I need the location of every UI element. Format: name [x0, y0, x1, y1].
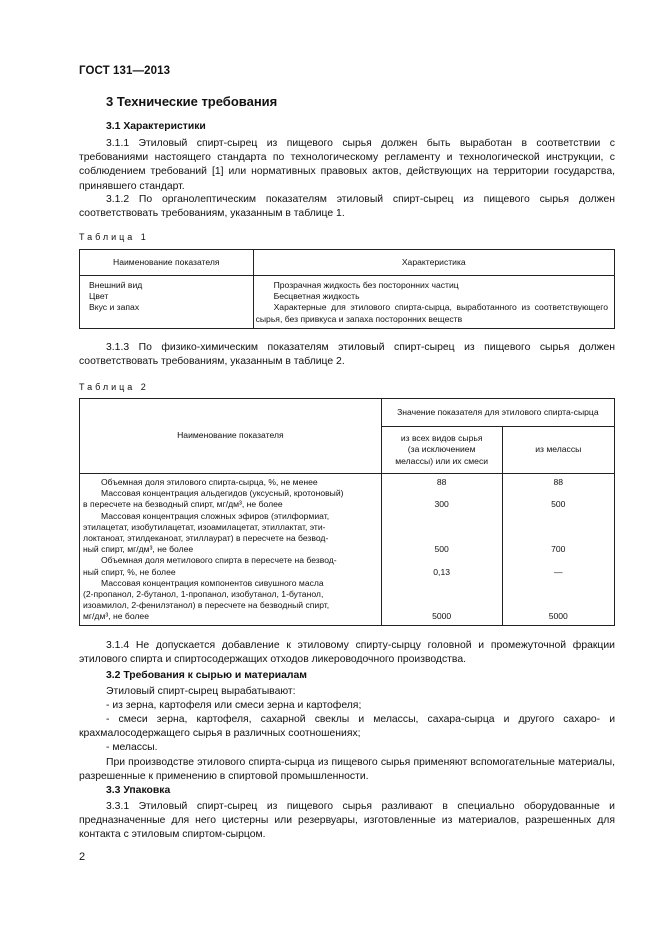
standard-code: ГОСТ 131—2013	[79, 65, 171, 77]
table-value: —	[553, 566, 563, 577]
table-2-molasses-values	[502, 474, 614, 626]
table-value: 5000	[548, 611, 568, 622]
table-row-value: Характерные для этилового спирта-сырца, выработанного из соответствующего сырья, без привкуса и запаха посторонних веществ	[255, 302, 608, 324]
paragraph-3-1-4: 3.1.4 Не допускается добавление к этиловому спирту-сырцу головной и промежуточной фракции этилового спирта и спиртосодержащих отходов ликероводочного производства.	[79, 640, 615, 666]
table-row-name: Вкус и запах	[89, 302, 140, 313]
table-row-value: Бесцветная жидкость	[273, 291, 360, 302]
table-row-name: этилацетат, изобутилацетат, изоамилацетат, этиллактат, эти-	[83, 521, 326, 532]
table-1-header-name: Наименование показателя	[80, 250, 254, 276]
paragraph-3-2-intro: Этиловый спирт-сырец вырабатывают:	[106, 686, 296, 697]
table-value: 0,13	[433, 566, 451, 577]
table-row-name: мг/дм³, не более	[83, 611, 149, 622]
table-2-header-name: Наименование показателя	[80, 399, 382, 474]
table-1-names-cell	[80, 276, 254, 329]
table-value: 700	[551, 544, 566, 555]
table-row-value: Прозрачная жидкость без посторонних частиц	[273, 280, 459, 290]
header-line: мелассы) или их смеси	[395, 455, 489, 466]
table-value: 5000	[432, 611, 452, 622]
list-item: - смеси зерна, картофеля, сахарной свеклы и мелассы, сахара-сырца и другого сахаро- и крахмалосодержащего сырья в различных соотношениях;	[79, 714, 615, 740]
table-row-name: Массовая концентрация альдегидов (уксусный, кротоновый)	[101, 488, 344, 499]
table-row-name: Массовая концентрация сложных эфиров (этилформиат,	[101, 510, 330, 521]
table-row-name: ный спирт, %, не более	[83, 566, 176, 577]
table-1-header-characteristic: Характеристика	[253, 250, 614, 276]
table-2-header-molasses: из мелассы	[502, 427, 614, 474]
table-1	[79, 249, 615, 329]
table-2-header-all-raw	[381, 427, 502, 474]
paragraph-3-2-auxiliary: При производстве этилового спирта-сырца из пищевого сырья применяют вспомогательные материалы, разрешенные к применению в спиртовой промышленности.	[79, 757, 615, 783]
table-value: 88	[436, 477, 447, 487]
table-row-name: локтаноат, этилдеканоат, этиллаурат) в пересчете на безвод-	[83, 533, 329, 544]
paragraph-3-3-1: 3.3.1 Этиловый спирт-сырец из пищевого сырья разливают в специально оборудованные и предназначенные для него цистерны или резервуары, изготовленные из материалов, разрешенных для контакта с этиловым спиртом-сырцом.	[79, 801, 615, 841]
header-line: (за исключением	[407, 444, 476, 455]
table-row-name: Внешний вид	[89, 280, 143, 290]
table-row-name: изоамилол, 2-фенилэтанол) в пересчете на безводный спирт,	[83, 600, 330, 611]
table-2-all-raw-values	[381, 474, 502, 626]
table-row-name: Цвет	[89, 291, 109, 302]
table-row-name: (2-пропанол, 2-бутанол, 1-пропанол, изобутанол, 1-бутанол,	[83, 589, 324, 600]
page-number: 2	[79, 851, 86, 863]
section-3-3-title: 3.3 Упаковка	[106, 785, 171, 796]
list-item: - мелассы.	[106, 742, 158, 753]
section-3-2-title: 3.2 Требования к сырью и материалам	[106, 670, 307, 681]
table-1-values-cell	[253, 276, 614, 329]
table-row-name: в пересчете на безводный спирт, мг/дм³, не более	[83, 499, 283, 510]
table-row-name: ный спирт, мг/дм³, не более	[83, 544, 194, 555]
table-2-caption: Таблица 2	[79, 382, 149, 392]
list-item: - из зерна, картофеля или смеси зерна и картофеля;	[106, 700, 362, 711]
paragraph-3-1-3: 3.1.3 По физико-химическим показателям этиловый спирт-сырец из пищевого сырья должен соответствовать требованиям, указанным в таблице 2.	[79, 342, 615, 368]
section-3-1-title: 3.1 Характеристики	[106, 121, 206, 132]
paragraph-3-1-1: 3.1.1 Этиловый спирт-сырец из пищевого сырья должен быть выработан в соответствии с требованиями настоящего стандарта по технологическому регламенту и технологической инструкции, с соблюдением требований [1] или нормативных правовых актов, действующих на территории государства, принявшего стандарт.	[79, 138, 615, 192]
table-row-name: Объемная доля этилового спирта-сырца, %, не менее	[101, 477, 318, 487]
table-2	[79, 398, 615, 626]
table-2-names-cell	[80, 474, 382, 626]
table-value: 88	[553, 477, 564, 487]
header-line: из всех видов сырья	[400, 433, 483, 444]
section-3-title: 3 Технические требования	[106, 94, 278, 109]
table-1-caption: Таблица 1	[79, 232, 149, 242]
table-row-name: Массовая концентрация компонентов сивушного масла	[101, 577, 324, 588]
table-row-name: Объемная доля метилового спирта в пересчете на безвод-	[101, 555, 337, 566]
table-value: 500	[551, 499, 566, 510]
table-value: 300	[434, 499, 449, 510]
table-value: 500	[434, 544, 449, 555]
table-2-header-group: Значение показателя для этилового спирта-сырца	[381, 399, 614, 427]
paragraph-3-1-2: 3.1.2 По органолептическим показателям этиловый спирт-сырец из пищевого сырья должен соответствовать требованиям, указанным в таблице 1.	[79, 194, 615, 220]
